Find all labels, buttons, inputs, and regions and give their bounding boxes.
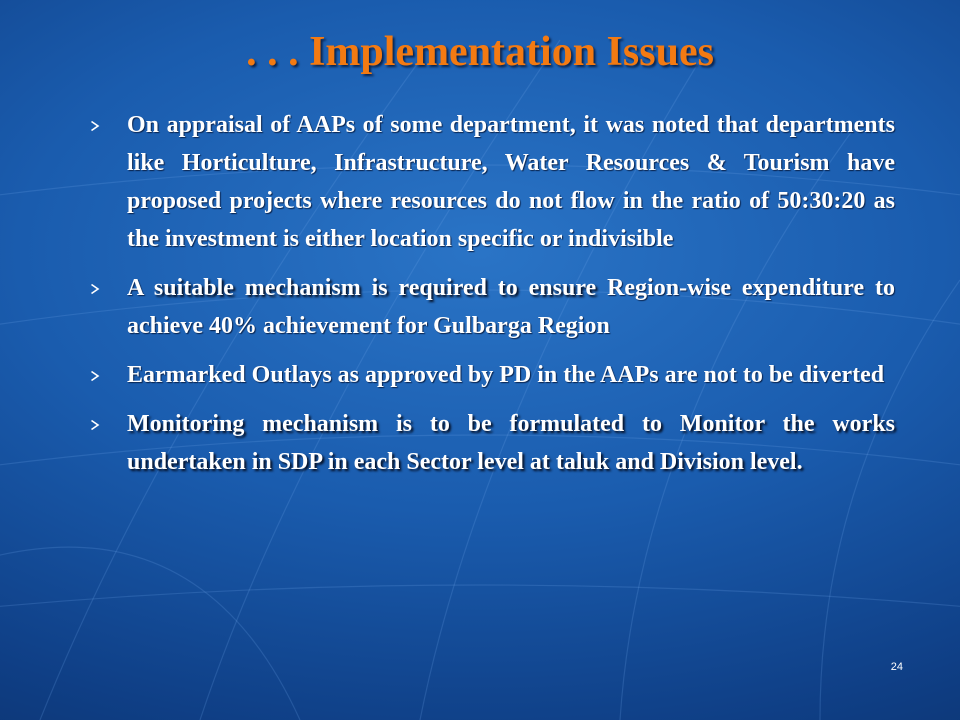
chevron-right-icon xyxy=(90,419,101,431)
chevron-right-icon xyxy=(90,120,101,132)
bullet-prefix: A xyxy=(127,275,154,301)
bullet-list xyxy=(90,106,895,492)
bullet-text xyxy=(127,269,895,345)
bullet-text: Earmarked Outlays as approved by PD in the AAPs are not to be diverted xyxy=(127,362,885,388)
bullet-emphasis: suitable mechanism is required to ensure xyxy=(153,275,597,301)
bullet-item-mechanism xyxy=(90,269,895,345)
bullet-rest: Region-wise expenditure to achieve 40% achievement for Gulbarga Region xyxy=(127,275,895,339)
slide-title: . . . Implementation Issues xyxy=(246,29,714,75)
bullet-item-outlays xyxy=(90,356,895,394)
bullet-item-monitoring xyxy=(90,405,895,481)
chevron-right-icon xyxy=(90,370,101,382)
slide-number: 24 xyxy=(890,661,903,673)
bullet-item-appraisal xyxy=(90,106,895,258)
bullet-text: Monitoring mechanism is to be formulated to Monitor the works undertaken in SDP in each Sector level at taluk and Division level. xyxy=(127,411,895,475)
bullet-text: On appraisal of AAPs of some department, it was noted that departments like Horticulture, Infrastructure, Water Resources & Tourism have proposed projects where resources do not flow in the ratio of 50:30:20 as the investment is either location specific or indivisible xyxy=(127,112,895,252)
chevron-right-icon xyxy=(90,283,101,295)
